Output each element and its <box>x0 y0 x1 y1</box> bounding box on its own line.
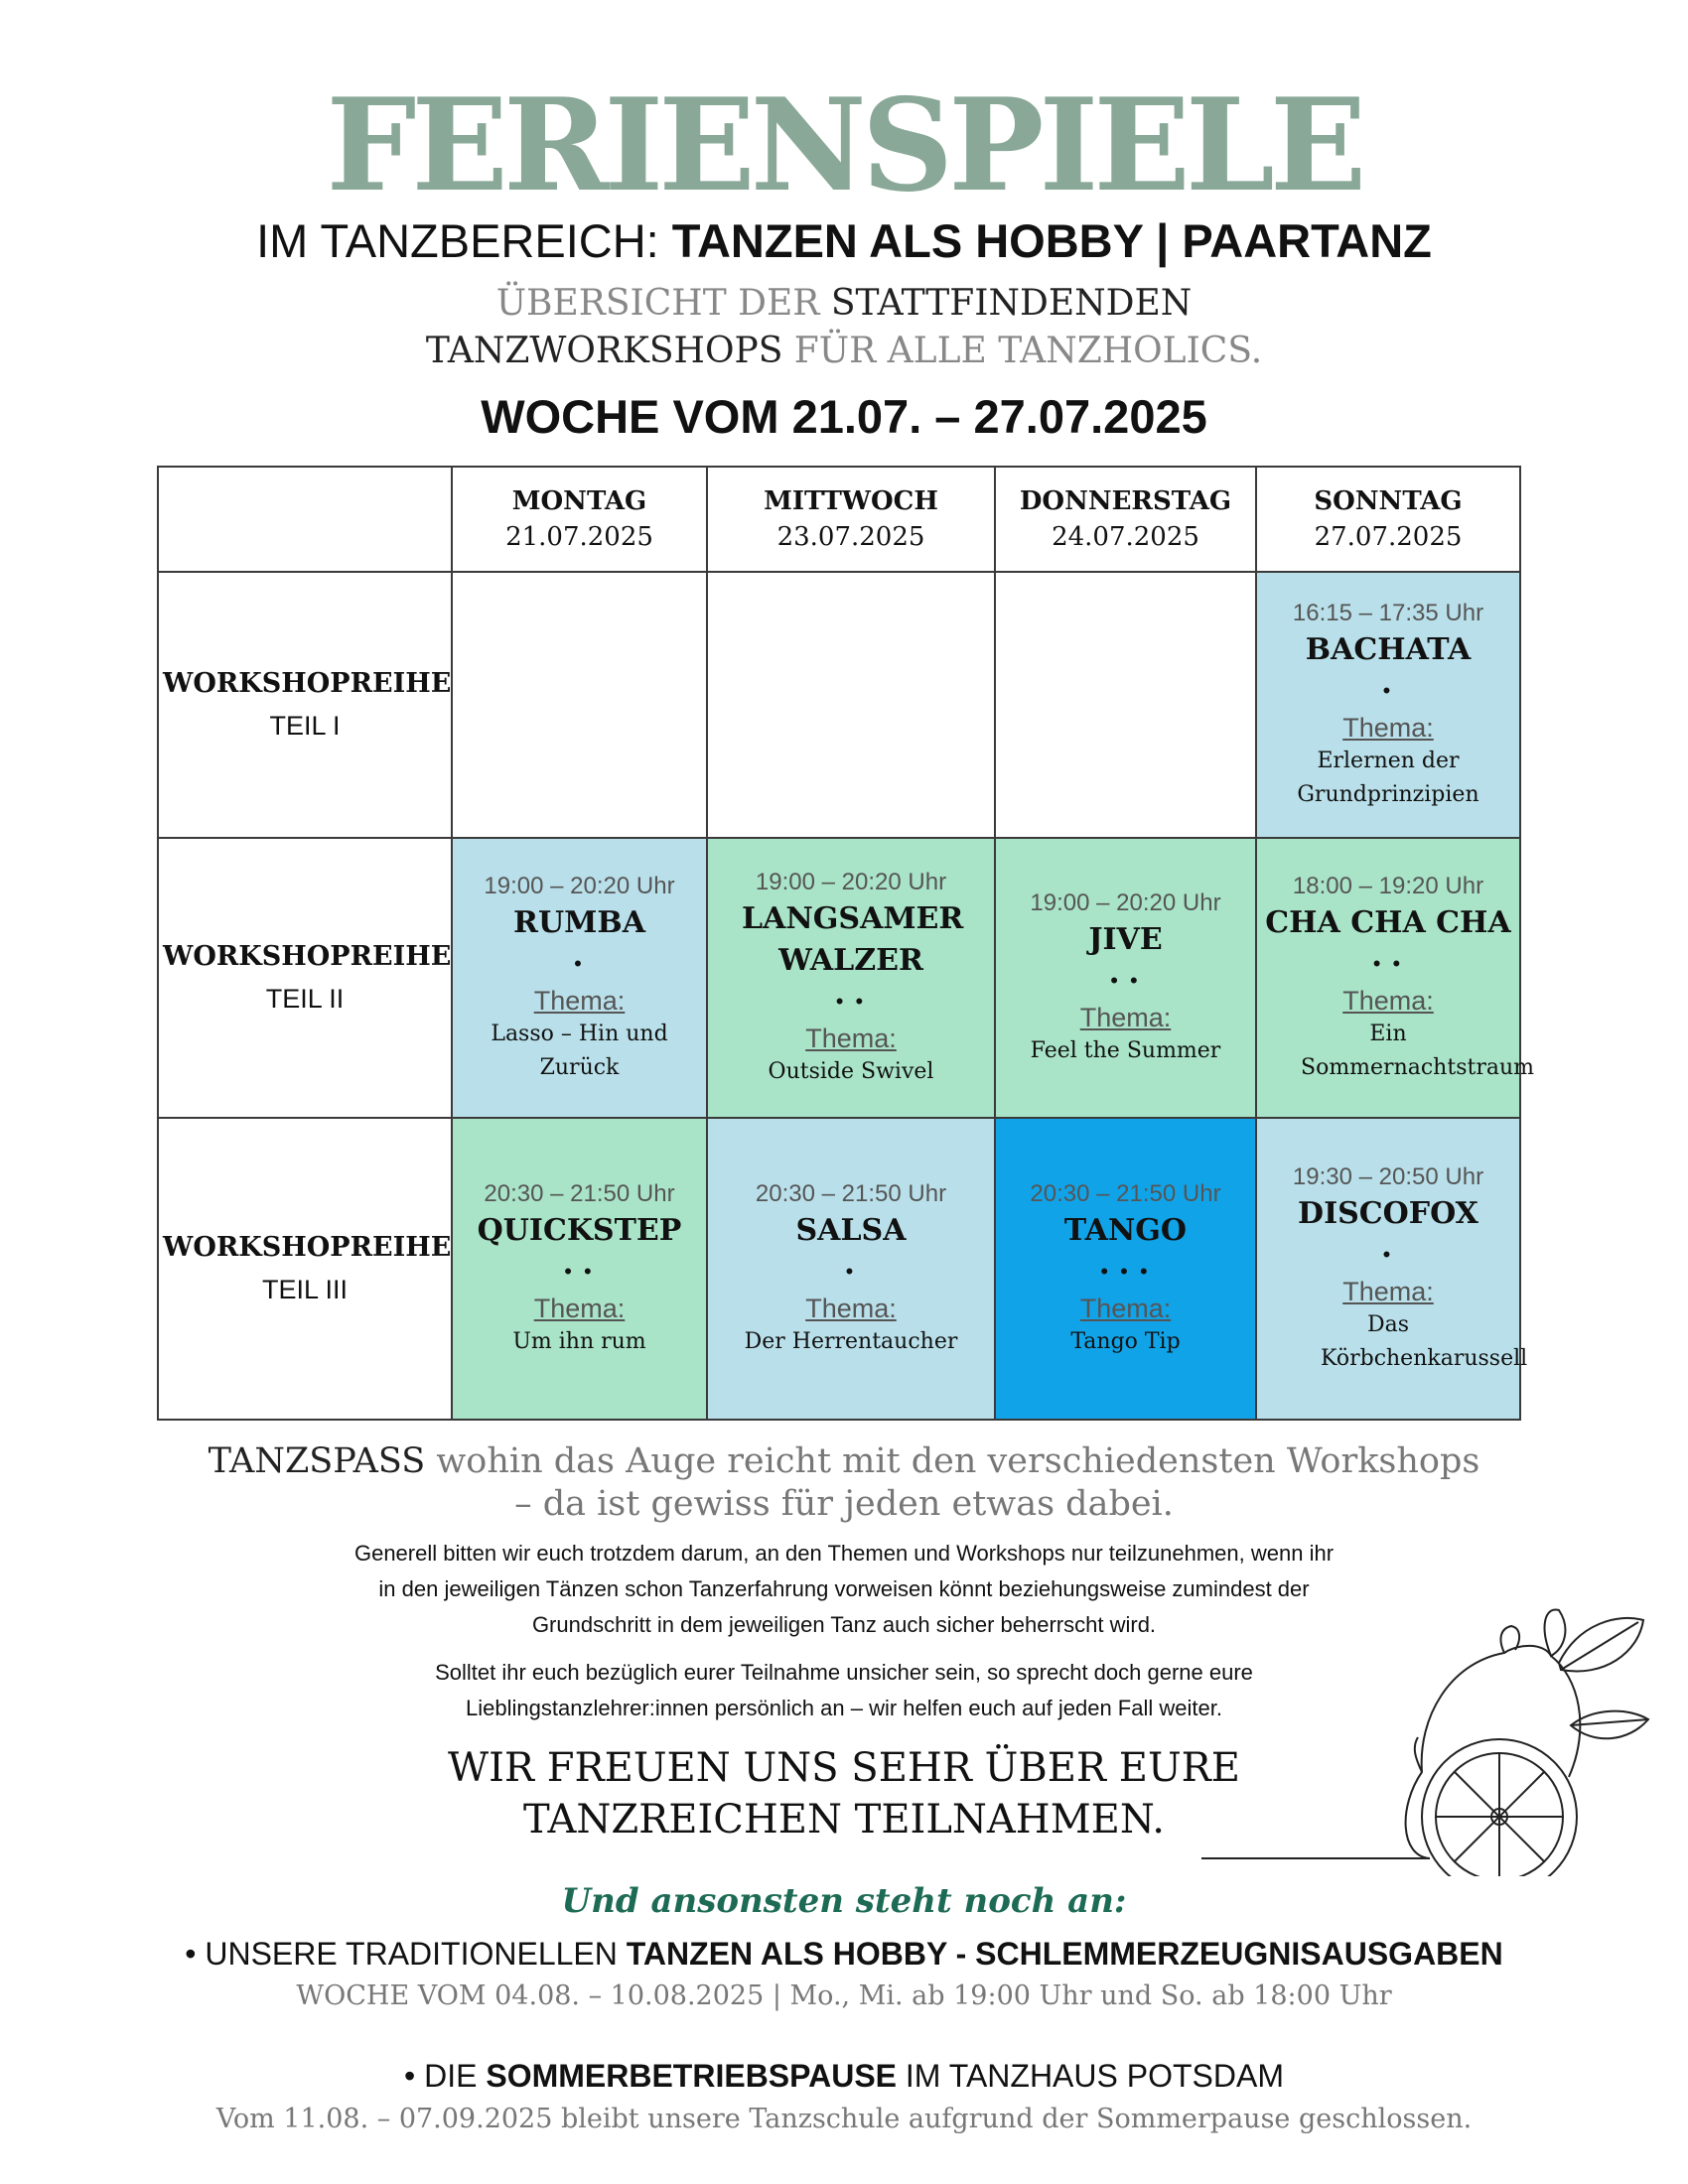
workshop-time: 19:00 – 20:20 Uhr <box>484 873 675 899</box>
workshop-theme: Um ihn rum <box>512 1329 646 1354</box>
spass-body: wohin das Auge reicht mit den verschiedensten Workshops <box>425 1441 1480 1481</box>
row-part: TEIL III <box>261 1275 349 1304</box>
workshop-name: LANGSAMER WALZER <box>742 901 964 978</box>
day-date: 21.07.2025 <box>505 522 653 552</box>
day-header-wednesday <box>707 467 995 572</box>
workshop-name: RUMBA <box>513 905 645 940</box>
intro-b: STATTFINDENDEN <box>830 283 1193 324</box>
workshop-row-2 <box>158 838 1520 1118</box>
item-prefix: • UNSERE TRADITIONELLEN <box>185 1936 627 1972</box>
day-date: 24.07.2025 <box>1052 522 1199 552</box>
level-dots: • • <box>1372 951 1404 976</box>
upcoming-item-2 <box>0 2056 1688 2096</box>
item-bold: SOMMERBETRIEBSPAUSE <box>486 2058 898 2094</box>
day-header-thursday <box>995 467 1256 572</box>
level-dots: • <box>574 951 585 976</box>
leaf-top <box>1545 1609 1566 1656</box>
workshop-theme: Der Herrentaucher <box>744 1329 958 1354</box>
level-dots: • <box>845 1259 857 1284</box>
page-subtitle <box>0 213 1688 269</box>
workshop-name: JIVE <box>1088 922 1163 957</box>
note-line: in den jeweiligen Tänzen schon Tanzerfahrung vorweisen könnt beziehungsweise zumindest der <box>378 1576 1310 1601</box>
workshop-time: 19:00 – 20:20 Uhr <box>1030 889 1221 916</box>
row-label-cell <box>158 1118 452 1420</box>
day-name: MITTWOCH <box>764 486 938 516</box>
row-part: TEIL I <box>269 711 341 741</box>
workshop-name: BACHATA <box>1305 632 1472 667</box>
day-header-monday <box>452 467 707 572</box>
row-label: WORKSHOPREIHE <box>163 1232 452 1263</box>
workshop-cell-cha-cha-cha <box>1256 838 1534 1118</box>
workshop-time: 20:30 – 21:50 Uhr <box>484 1180 675 1207</box>
workshop-theme: Feel the Summer <box>1030 1038 1221 1063</box>
empty-slot <box>707 572 995 838</box>
theme-label: Thema: <box>1342 1277 1434 1306</box>
theme-label: Thema: <box>533 1294 626 1323</box>
upcoming-item-2-detail: Vom 11.08. – 07.09.2025 bleibt unsere Tanzschule aufgrund der Sommerpause geschlossen. <box>215 2104 1473 2134</box>
day-name: SONNTAG <box>1314 486 1463 516</box>
item-prefix: • DIE <box>404 2058 487 2094</box>
more-heading: Und ansonsten steht noch an: <box>561 1881 1127 1921</box>
workshop-time: 20:30 – 21:50 Uhr <box>755 1180 947 1207</box>
workshop-cell-langsamer-walzer <box>707 838 995 1118</box>
theme-label: Thema: <box>533 986 626 1016</box>
day-date: 27.07.2025 <box>1314 522 1463 552</box>
workshop-name: CHA CHA CHA <box>1265 905 1511 940</box>
workshop-row-1 <box>158 572 1520 838</box>
workshop-name: QUICKSTEP <box>477 1213 682 1248</box>
spass-lead: TANZSPASS <box>208 1441 426 1481</box>
workshop-name: DISCOFOX <box>1298 1196 1478 1231</box>
workshop-time: 18:00 – 19:20 Uhr <box>1292 873 1484 899</box>
note-line: Grundschritt in dem jeweiligen Tanz auch sicher beherrscht wird. <box>531 1612 1157 1637</box>
workshop-time: 20:30 – 21:50 Uhr <box>1030 1180 1221 1207</box>
tanzspass-text <box>0 1440 1688 1526</box>
schedule-table <box>157 466 1534 1421</box>
workshop-theme: Tango Tip <box>1070 1329 1181 1354</box>
note-line: Lieblingstanzlehrer:innen persönlich an – wir helfen euch auf jeden Fall weiter. <box>466 1696 1222 1720</box>
level-dots: • • <box>1110 968 1141 993</box>
leaf-lower-vein <box>1571 1719 1648 1725</box>
row-label: WORKSHOPREIHE <box>163 941 452 972</box>
workshop-row-3 <box>158 1118 1520 1420</box>
day-name: MONTAG <box>511 486 647 516</box>
level-dots: • • <box>835 989 867 1014</box>
day-date: 23.07.2025 <box>776 522 925 552</box>
note-line: Generell bitten wir euch trotzdem darum, an den Themen und Workshops nur teilzunehmen, wenn ihr <box>353 1541 1335 1566</box>
theme-label: Thema: <box>1342 713 1434 743</box>
workshop-theme: Erlernen der Grundprinzipien <box>1297 749 1479 807</box>
workshop-theme: Lasso – Hin und Zurück <box>491 1022 668 1080</box>
leaf-right-vein <box>1561 1622 1638 1670</box>
note-line: Solltet ihr euch bezüglich eurer Teilnahme unsicher sein, so sprecht doch gerne eure <box>435 1660 1253 1685</box>
workshop-cell-jive <box>995 838 1256 1118</box>
empty-slot <box>452 572 707 838</box>
theme-label: Thema: <box>1079 1294 1172 1323</box>
workshop-theme: Outside Swivel <box>768 1059 934 1084</box>
theme-label: Thema: <box>1342 986 1434 1016</box>
workshop-time: 16:15 – 17:35 Uhr <box>1292 600 1484 626</box>
workshop-name: TANGO <box>1063 1213 1188 1248</box>
spass-line-2: – da ist gewiss für jeden etwas dabei. <box>514 1484 1174 1524</box>
week-heading: WOCHE VOM 21.07. – 27.07.2025 <box>481 390 1207 443</box>
level-dots: • • <box>564 1259 595 1284</box>
intro-d: FÜR ALLE TANZHOLICS. <box>782 331 1263 371</box>
workshop-cell-quickstep <box>452 1118 707 1420</box>
lemon-outline <box>1406 1646 1581 1858</box>
theme-label: Thema: <box>1079 1003 1172 1032</box>
workshop-theme: Ein Sommernachtstraum <box>1301 1022 1534 1080</box>
workshop-time: 19:00 – 20:20 Uhr <box>755 869 947 895</box>
workshop-time: 19:30 – 20:50 Uhr <box>1292 1163 1484 1190</box>
corner-cell <box>158 467 452 572</box>
lemon-illustration <box>1201 1608 1658 1876</box>
intro-a: ÜBERSICHT DER <box>495 283 831 324</box>
item-bold: TANZEN ALS HOBBY - SCHLEMMERZEUGNISAUSGABEN <box>626 1936 1503 1972</box>
schedule-header-row <box>158 467 1520 572</box>
workshop-cell-salsa <box>707 1118 995 1420</box>
thanks-line: TANZREICHEN TEILNAHMEN. <box>522 1797 1165 1843</box>
workshop-cell-rumba <box>452 838 707 1118</box>
workshop-cell-bachata <box>1256 572 1520 838</box>
level-dots: • <box>1382 678 1394 703</box>
workshop-name: SALSA <box>795 1213 907 1248</box>
empty-slot <box>995 572 1256 838</box>
level-dots: • <box>1382 1242 1394 1267</box>
theme-label: Thema: <box>805 1024 897 1053</box>
row-part: TEIL II <box>265 984 345 1014</box>
workshop-cell-tango <box>995 1118 1256 1420</box>
upcoming-item-1 <box>0 1934 1688 1974</box>
intro-c: TANZWORKSHOPS <box>425 331 783 371</box>
day-name: DONNERSTAG <box>1019 486 1232 516</box>
subtitle-prefix: IM TANZBEREICH: <box>256 214 672 267</box>
workshop-theme: Das Körbchenkarussell <box>1321 1312 1528 1371</box>
day-header-sunday <box>1256 467 1520 572</box>
intro-text <box>0 280 1688 375</box>
row-label-cell <box>158 572 452 838</box>
item-suffix: IM TANZHAUS POTSDAM <box>897 2058 1284 2094</box>
page-title: FERIENSPIELE <box>326 71 1362 220</box>
upcoming-item-1-detail: WOCHE VOM 04.08. – 10.08.2025 | Mo., Mi. ab 19:00 Uhr und So. ab 18:00 Uhr <box>296 1980 1392 2011</box>
level-dots: • • • <box>1100 1259 1151 1284</box>
row-label: WORKSHOPREIHE <box>163 668 452 699</box>
thanks-line: WIR FREUEN UNS SEHR ÜBER EURE <box>448 1745 1240 1791</box>
theme-label: Thema: <box>805 1294 897 1323</box>
row-label-cell <box>158 838 452 1118</box>
workshop-cell-discofox <box>1256 1118 1528 1420</box>
subtitle-bold: TANZEN ALS HOBBY | PAARTANZ <box>671 214 1432 267</box>
